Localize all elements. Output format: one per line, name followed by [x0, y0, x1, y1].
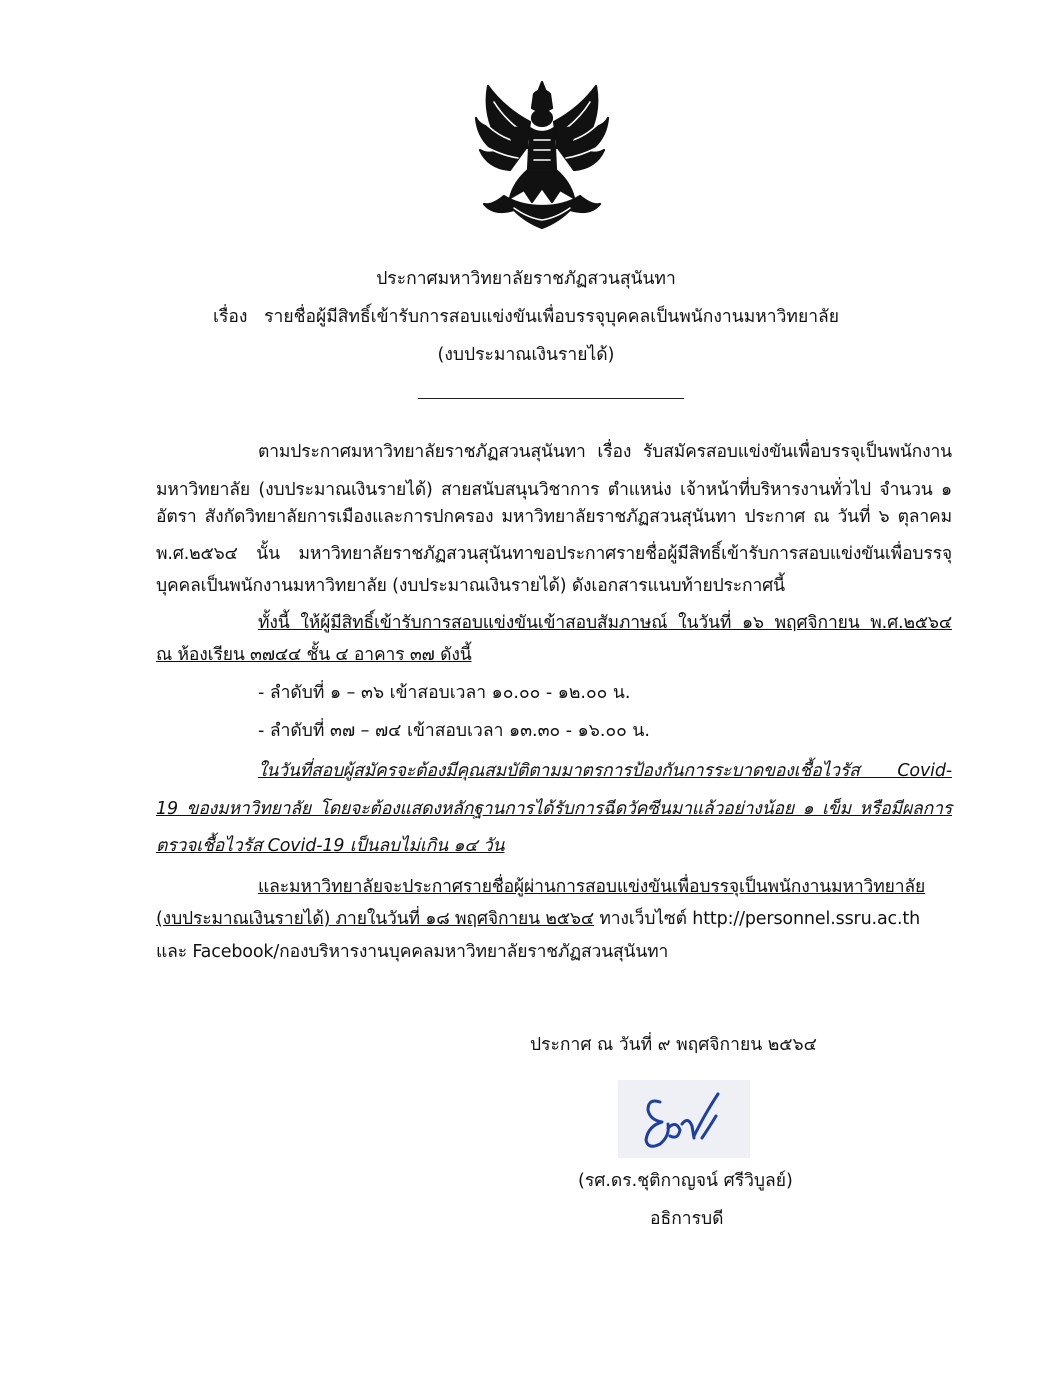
paragraph4-line2 [156, 904, 920, 932]
garuda-emblem-icon [474, 78, 610, 234]
schedule-item-2: - ลำดับที่ ๓๗ – ๗๔ เข้าสอบเวลา ๑๓.๓๐ - ๑๖.๐๐ น. [258, 721, 650, 741]
signature-image [618, 1080, 750, 1158]
subject-text: รายชื่อผู้มีสิทธิ์เข้ารับการสอบแข่งขันเพื่อบรรจุบุคคลเป็นพนักงานมหาวิทยาลัย [264, 307, 840, 327]
signer-name: (รศ.ดร.ชุติกาญจน์ ศรีวิบูลย์) [578, 1171, 793, 1191]
schedule-item-1: - ลำดับที่ ๑ – ๓๖ เข้าสอบเวลา ๑๐.๐๐ - ๑๒.๐๐ น. [258, 683, 631, 703]
paragraph1-line3: อัตรา สังกัดวิทยาลัยการเมืองและการปกครอง มหาวิทยาลัยราชภัฏสวนสุนันทา ประกาศ ณ วันที่ ๖ ตุลาคม [156, 507, 952, 527]
paragraph3-line1: ในวันที่สอบผู้สมัครจะต้องมีคุณสมบัติตามมาตรการป้องกันการระบาดของเชื้อไวรัส Covid- [258, 761, 952, 781]
paragraph2-line2: ณ ห้องเรียน ๓๗๔๔ ชั้น ๔ อาคาร ๓๗ ดังนี้ [156, 645, 472, 665]
paragraph4-line1: และมหาวิทยาลัยจะประกาศรายชื่อผู้ผ่านการสอบแข่งขันเพื่อบรรจุเป็นพนักงานมหาวิทยาลัย [258, 877, 926, 897]
paragraph4-line3: และ Facebook/กองบริหารงานบุคคลมหาวิทยาลัยราชภัฏสวนสุนันทา [156, 942, 669, 962]
subject-line [0, 302, 1052, 330]
paragraph4-website: ทางเว็บไซต์ http://personnel.ssru.ac.th [593, 909, 921, 929]
header-divider [418, 398, 684, 399]
paragraph4-line1-wrap [258, 872, 925, 900]
paragraph2-line2-wrap [156, 640, 472, 668]
announcement-title: ประกาศมหาวิทยาลัยราชภัฏสวนสุนันทา [376, 269, 676, 289]
subject-note: (งบประมาณเงินรายได้) [437, 345, 615, 365]
paragraph3-line3: ตรวจเชื้อไวรัส Covid-19 เป็นลบไม่เกิน ๑๔ วัน [156, 836, 505, 856]
signer-title: อธิการบดี [650, 1209, 724, 1229]
paragraph1-line1: ตามประกาศมหาวิทยาลัยราชภัฏสวนสุนันทา เรื่อง รับสมัครสอบแข่งขันเพื่อบรรจุเป็นพนักงาน [258, 442, 952, 462]
paragraph3-line3-wrap [156, 831, 504, 859]
paragraph1-line2: มหาวิทยาลัย (งบประมาณเงินรายได้) สายสนับสนุนวิชาการ ตำแหน่ง เจ้าหน้าที่บริหารงานทั่วไป จำนวน ๑ [156, 480, 952, 500]
subject-label: เรื่อง [212, 307, 248, 327]
paragraph3-line2: 19 ของมหาวิทยาลัย โดยจะต้องแสดงหลักฐานการได้รับการฉีดวัคซีนมาแล้วอย่างน้อย ๑ เข็ม หรือมีผลการ [156, 799, 952, 819]
paragraph2-line1: ทั้งนี้ ให้ผู้มีสิทธิ์เข้ารับการสอบแข่งขันเข้าสอบสัมภาษณ์ ในวันที่ ๑๖ พฤศจิกายน พ.ศ.๒๕๖๔ [258, 613, 952, 633]
announcement-date: ประกาศ ณ วันที่ ๙ พฤศจิกายน ๒๕๖๔ [530, 1035, 817, 1055]
paragraph4-deadline: (งบประมาณเงินรายได้) ภายในวันที่ ๑๘ พฤศจิกายน ๒๕๖๔ [156, 909, 594, 929]
paragraph1-line4: พ.ศ.๒๕๖๔ นั้น มหาวิทยาลัยราชภัฏสวนสุนันทาขอประกาศรายชื่อผู้มีสิทธิ์เข้ารับการสอบแข่งขันเพื่อบรรจุ [156, 544, 952, 564]
paragraph1-line5: บุคคลเป็นพนักงานมหาวิทยาลัย (งบประมาณเงินรายได้) ดังเอกสารแนบท้ายประกาศนี้ [156, 576, 785, 596]
